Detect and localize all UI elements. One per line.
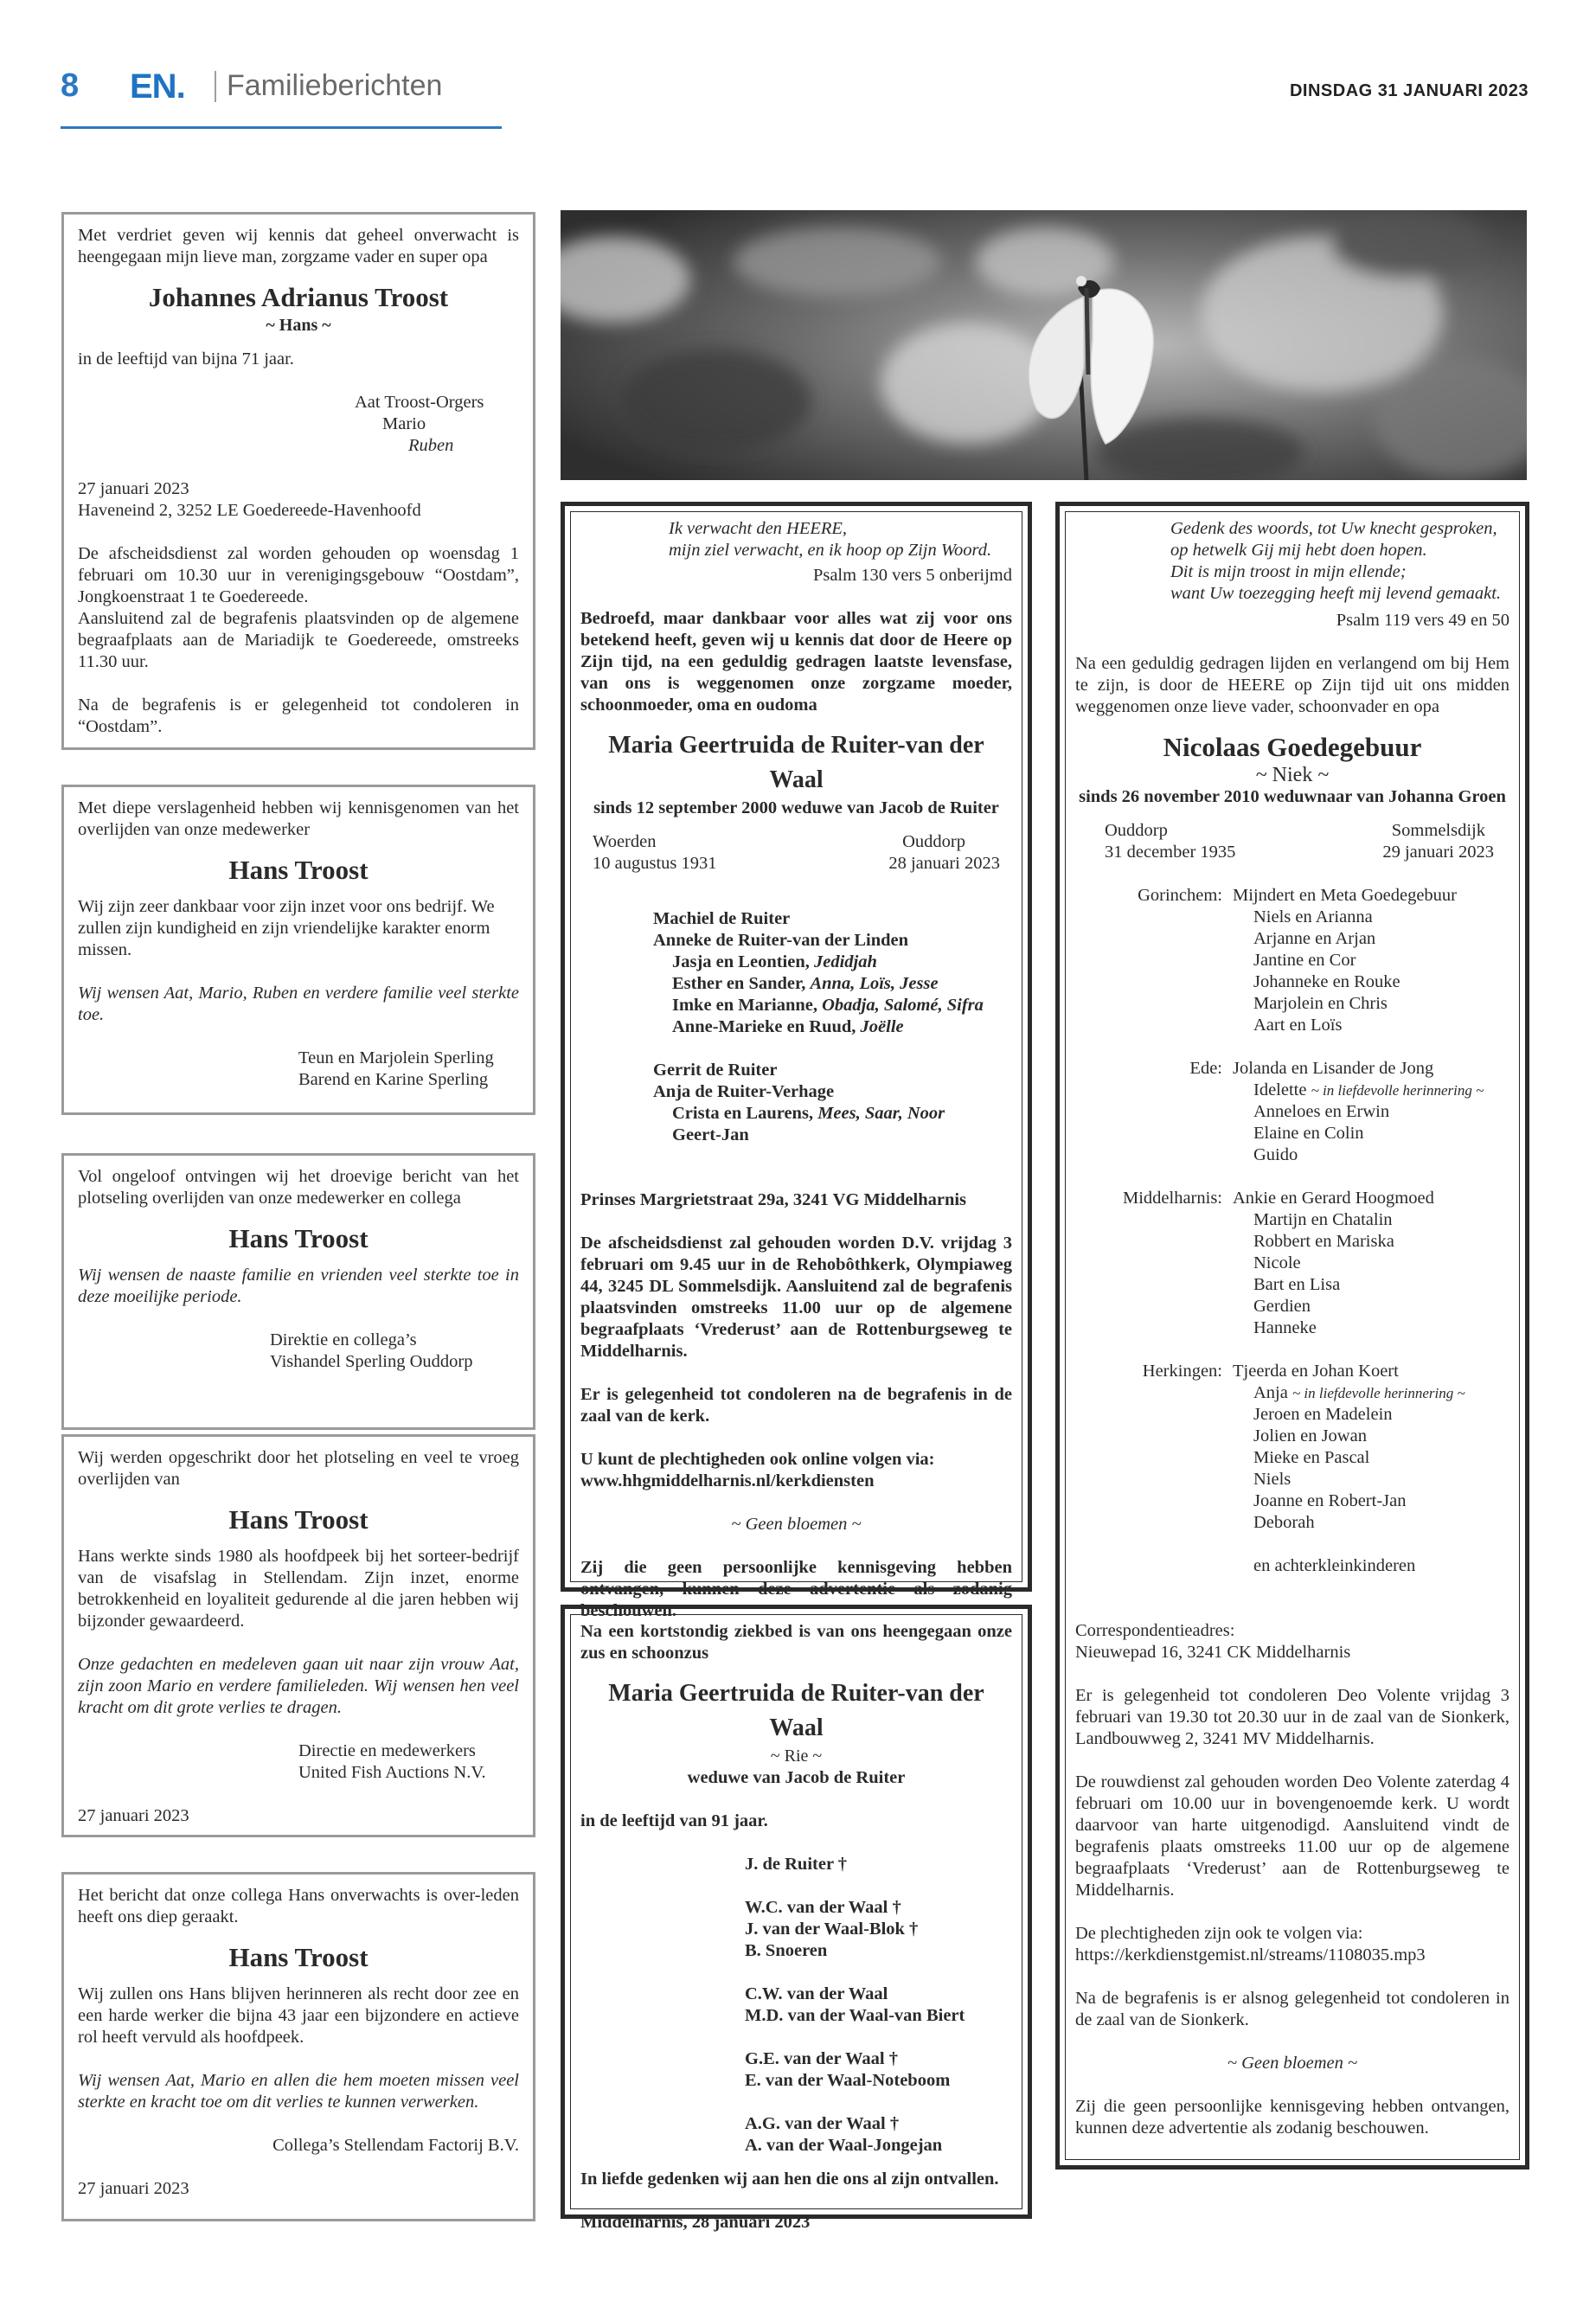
family-member: Idelette xyxy=(1253,1080,1307,1099)
address: Haveneind 2, 3252 LE Goedereede-Havenhoofd xyxy=(78,501,421,520)
correspondence-label: Correspondentieadres: xyxy=(1075,1621,1235,1640)
family-member: Jantine en Cor xyxy=(1253,951,1356,970)
verse-reference: Psalm 130 vers 5 onberijmd xyxy=(812,566,1012,585)
sibling: A. van der Waal-Jongejan xyxy=(745,2136,943,2155)
online-label: De plechtigheden zijn ook te volgen via: xyxy=(1075,1924,1363,1943)
age-line: in de leeftijd van bijna 71 jaar. xyxy=(78,349,294,369)
signature: Directie en medewerkers xyxy=(298,1741,476,1760)
family-member: Marjolein en Chris xyxy=(1253,994,1388,1013)
family-member: Elaine en Colin xyxy=(1253,1124,1364,1143)
family-member: Jasja en Leontien, xyxy=(672,952,814,971)
condolence-info: Er is gelegenheid tot condoleren Deo Volente vrijdag 3 februari van 19.30 tot 20.30 uur in de zaal van de Sionkerk, Landbouwweg 2, 3241 MV Middelharnis. xyxy=(1075,1686,1509,1748)
address: Prinses Margrietstraat 29a, 3241 VG Middelharnis xyxy=(580,1190,967,1209)
ad-text: Wij zullen ons Hans blijven herinneren als recht door zee en een harde werker die bijna 43 jaar een bijzondere en actieve rol heeft vervuld als hoofdpeek. xyxy=(78,1984,519,2047)
death-place: Ouddorp xyxy=(902,832,965,851)
family-member: Anja xyxy=(1253,1383,1288,1402)
butterfly-photo xyxy=(561,210,1527,480)
signature: Collega’s Stellendam Factorij B.V. xyxy=(272,2136,519,2155)
obituary-maria-de-ruiter-siblings xyxy=(561,1605,1032,2232)
burial-info: Aansluitend zal de begrafenis plaatsvinden op de algemene begraafplaats aan de Mariadijk te Goedereede, omstreeks 11.30 uur. xyxy=(78,609,519,671)
grandchildren: Obadja, Salomé, Sifra xyxy=(822,996,984,1015)
widower-line: sinds 26 november 2010 weduwnaar van Johanna Groen xyxy=(1079,787,1506,806)
service-info: De rouwdienst zal gehouden worden Deo Volente zaterdag 4 februari om 10.00 uur in bovengenoemde kerk. U wordt daarvoor van harte uitgenodigd. Aansluitend vindt de begrafenis plaats omstreeks 11.00 uur op de algemene begraafplaats ‘Vrederust’ aan de Rottenburgseweg te Middelharnis. xyxy=(1075,1772,1509,1900)
sibling: A.G. van der Waal † xyxy=(745,2114,900,2133)
verse-line: mijn ziel verwacht, en ik hoop op Zijn Woord. xyxy=(669,541,992,560)
condolence-info: Er is gelegenheid tot condoleren na de begrafenis in de zaal van de kerk. xyxy=(580,1385,1012,1426)
family-member: Jeroen en Madelein xyxy=(1253,1405,1393,1424)
grandchildren: Anna, Loïs, Jesse xyxy=(810,974,939,993)
header-divider xyxy=(215,71,216,102)
birth-place: Ouddorp xyxy=(1105,821,1168,840)
family-place: Ede: xyxy=(1189,1059,1222,1078)
deceased-name: Hans Troost xyxy=(228,1942,369,1972)
family-member: Guido xyxy=(1253,1145,1298,1164)
family-member: Jolanda en Lisander de Jong xyxy=(1233,1059,1434,1078)
family-member: Anneke de Ruiter-van der Linden xyxy=(653,931,908,950)
age-line: in de leeftijd van 91 jaar. xyxy=(580,1811,768,1830)
newspaper-logo[interactable]: EN. xyxy=(130,67,185,106)
inner-border xyxy=(570,511,1022,1582)
ad-text: Hans werkte sinds 1980 als hoofdpeek bij het sorteer-bedrijf van de visafslag in Stellendam. Zijn inzet, enorme betrokkenheid en loyaliteit gedurende al die jaren hebben wij bijzonder gewaardeerd. xyxy=(78,1547,519,1631)
signature: Teun en Marjolein Sperling xyxy=(298,1048,494,1067)
family-place: Middelharnis: xyxy=(1122,1189,1222,1208)
family-member: Johanneke en Rouke xyxy=(1253,972,1401,991)
family-member: Gerdien xyxy=(1253,1297,1311,1316)
grandchildren: Joëlle xyxy=(860,1017,904,1036)
ad-wish: Wij wensen Aat, Mario, Ruben en verdere familie veel sterkte toe. xyxy=(78,984,519,1024)
family-member: Jolien en Jowan xyxy=(1253,1426,1367,1445)
ad-intro: Het bericht dat onze collega Hans onverwachts is over-leden heeft ons diep geraakt. xyxy=(78,1886,519,1926)
ad-intro: Bedroefd, maar dankbaar voor alles wat zij voor ons betekend heeft, geven wij u kennis dat door de Heere op Zijn tijd, na een geduldig gedragen laatste levensfase, van ons is weggenomen onze zorgzame moeder, schoonmoeder, oma en oudoma xyxy=(580,609,1012,715)
ad-wish: Wij wensen de naaste familie en vrienden veel sterkte toe in deze moeilijke periode. xyxy=(78,1266,519,1306)
sibling: W.C. van der Waal † xyxy=(745,1898,901,1917)
inner-border xyxy=(570,1614,1022,2209)
verse-line: want Uw toezegging heeft mij levend gemaakt. xyxy=(1170,584,1502,603)
family-member: Esther en Sander, xyxy=(672,974,811,993)
deceased-name: Hans Troost xyxy=(228,1223,369,1253)
deceased-name: Maria Geertruida de Ruiter-van der Waal xyxy=(608,1680,984,1741)
ad-intro: Wij werden opgeschrikt door het plotseling en veel te vroeg overlijden van xyxy=(78,1448,519,1489)
nickname: ~ Rie ~ xyxy=(770,1747,823,1766)
family-member: Tjeerda en Johan Koert xyxy=(1233,1362,1399,1381)
family-member: Bart en Lisa xyxy=(1253,1275,1341,1294)
grandchildren: Jedidjah xyxy=(814,952,877,971)
sibling: E. van der Waal-Noteboom xyxy=(745,2071,951,2090)
ad-wish: Wij wensen Aat, Mario en allen die hem moeten missen veel sterkte en kracht toe om dit verlies te kunnen verwerken. xyxy=(78,2071,519,2112)
obituary-johannes-troost xyxy=(61,212,535,750)
signature: United Fish Auctions N.V. xyxy=(298,1763,486,1782)
obituary-hans-troost-vishandel xyxy=(61,1153,535,1430)
page-number: 8 xyxy=(61,67,80,104)
family-member: Mijndert en Meta Goedegebuur xyxy=(1233,886,1458,905)
ad-wish: Onze gedachten en medeleven gaan uit naar zijn vrouw Aat, zijn zoon Mario en verdere familieleden. Wij wensen hen veel kracht om dit grote verlies te dragen. xyxy=(78,1655,519,1717)
sibling: J. de Ruiter † xyxy=(745,1855,848,1874)
obituary-hans-troost-ufa xyxy=(61,1434,535,1837)
signature: Vishandel Sperling Ouddorp xyxy=(270,1352,473,1371)
verse-line: op hetwelk Gij mij hebt doen hopen. xyxy=(1170,541,1427,560)
inner-border xyxy=(1065,511,1520,2160)
signature: Barend en Karine Sperling xyxy=(298,1070,489,1089)
sibling: B. Snoeren xyxy=(745,1941,828,1960)
place-date: Middelharnis, 28 januari 2023 xyxy=(580,2213,811,2232)
death-place: Sommelsdijk xyxy=(1391,821,1485,840)
family-member: Mieke en Pascal xyxy=(1253,1448,1370,1467)
after-burial-info: Na de begrafenis is er alsnog gelegenheid tot condoleren in de zaal van de Sionkerk. xyxy=(1075,1989,1509,2029)
ad-date: 27 januari 2023 xyxy=(78,2179,189,2198)
deceased-name: Johannes Adrianus Troost xyxy=(148,282,449,312)
butterfly-image xyxy=(561,210,1527,480)
no-flowers: ~ Geen bloemen ~ xyxy=(1227,2054,1358,2073)
remembrance: In liefde gedenken wij aan hen die ons al zijn ontvallen. xyxy=(580,2170,999,2189)
family-place: Gorinchem: xyxy=(1138,886,1222,905)
ad-date: 27 januari 2023 xyxy=(78,479,189,498)
nickname: ~ Niek ~ xyxy=(1255,764,1330,786)
family-member: Aart en Loïs xyxy=(1253,1016,1343,1035)
family-member: Crista en Laurens, xyxy=(672,1104,818,1123)
verse-line: Ik verwacht den HEERE, xyxy=(669,519,848,538)
condolence-info: Na de begrafenis is er gelegenheid tot condoleren in “Oostdam”. xyxy=(78,695,519,736)
ad-intro: Na een kortstondig ziekbed is van ons heengegaan onze zus en schoonzus xyxy=(580,1622,1012,1663)
signature: Direktie en collega’s xyxy=(270,1330,417,1349)
family-member: Anne-Marieke en Ruud, xyxy=(672,1017,861,1036)
family-member: Gerrit de Ruiter xyxy=(653,1061,778,1080)
obituary-hans-troost-sperling xyxy=(61,785,535,1115)
deceased-name: Hans Troost xyxy=(228,855,369,885)
sibling: C.W. van der Waal xyxy=(745,1984,888,2003)
obituary-maria-de-ruiter xyxy=(561,502,1032,1620)
deceased-name: Maria Geertruida de Ruiter-van der Waal xyxy=(608,732,984,793)
in-memory: ~ in liefdevolle herinnering ~ xyxy=(1311,1082,1484,1099)
verse-reference: Psalm 119 vers 49 en 50 xyxy=(1336,611,1509,630)
sibling: M.D. van der Waal-van Biert xyxy=(745,2006,965,2025)
family-member: Machiel de Ruiter xyxy=(653,909,791,928)
notice: Zij die geen persoonlijke kennisgeving hebben ontvangen, kunnen deze advertentie als zodanig beschouwen. xyxy=(580,1558,1012,1620)
deceased-name: Hans Troost xyxy=(228,1504,369,1535)
widow-line: weduwe van Jacob de Ruiter xyxy=(687,1768,906,1787)
header-rule xyxy=(61,126,502,129)
ad-text: Wij zijn zeer dankbaar voor zijn inzet voor ons bedrijf. We zullen zijn kundigheid en zijn vriendelijke karakter enorm missen. xyxy=(78,897,495,959)
grandchildren: Mees, Saar, Noor xyxy=(817,1104,945,1123)
correspondence-address: Nieuwepad 16, 3241 CK Middelharnis xyxy=(1075,1643,1351,1662)
obituary-nicolaas-goedegebuur xyxy=(1055,502,1529,2170)
sibling: J. van der Waal-Blok † xyxy=(745,1920,919,1939)
verse-line: Gedenk des woords, tot Uw knecht gesproken, xyxy=(1170,519,1497,538)
birth-date: 31 december 1935 xyxy=(1105,843,1236,862)
in-memory: ~ in liefdevolle herinnering ~ xyxy=(1292,1385,1465,1401)
great-grandchildren: en achterkleinkinderen xyxy=(1253,1556,1416,1575)
ad-intro: Vol ongeloof ontvingen wij het droevige bericht van het plotseling overlijden van onze medewerker en collega xyxy=(78,1167,519,1208)
family-member: Geert-Jan xyxy=(672,1125,749,1144)
nickname: ~ Hans ~ xyxy=(266,316,331,335)
ad-intro: Met verdriet geven wij kennis dat geheel onverwacht is heengegaan mijn lieve man, zorgzame vader en super opa xyxy=(78,226,519,266)
family-member: Anneloes en Erwin xyxy=(1253,1102,1390,1121)
signature: Mario xyxy=(382,414,426,433)
section-title: Familieberichten xyxy=(227,69,443,102)
signature: Ruben xyxy=(408,436,454,455)
family-member: Niels xyxy=(1253,1470,1292,1489)
family-member: Nicole xyxy=(1253,1253,1301,1272)
death-date: 29 januari 2023 xyxy=(1382,843,1494,862)
service-info: De afscheidsdienst zal worden gehouden op woensdag 1 februari om 10.30 uur in verenigingsgebouw “Oostdam”, Jongkoenstraat 1 te Goedereede. xyxy=(78,544,519,606)
deceased-name: Nicolaas Goedegebuur xyxy=(1163,732,1422,762)
ad-intro: Na een geduldig gedragen lijden en verlangend om bij Hem te zijn, is door de HEERE op Zijn tijd uit ons midden weggenomen onze lieve vader, schoonvader en opa xyxy=(1075,654,1509,716)
family-member: Imke en Marianne, xyxy=(672,996,823,1015)
signature: Aat Troost-Orgers xyxy=(355,393,484,412)
family-member: Niels en Arianna xyxy=(1253,907,1373,926)
family-member: Robbert en Mariska xyxy=(1253,1232,1394,1251)
family-member: Joanne en Robert-Jan xyxy=(1253,1491,1407,1510)
ad-intro: Met diepe verslagenheid hebben wij kennisgenomen van het overlijden van onze medewerker xyxy=(78,798,519,839)
issue-date: DINSDAG 31 JANUARI 2023 xyxy=(1289,81,1529,100)
notice: Zij die geen persoonlijke kennisgeving hebben ontvangen, kunnen deze advertentie als zodanig beschouwen. xyxy=(1075,2097,1509,2138)
obituary-hans-troost-factorij xyxy=(61,1872,535,2221)
birth-place: Woerden xyxy=(593,832,657,851)
no-flowers: ~ Geen bloemen ~ xyxy=(731,1515,862,1534)
ad-date: 27 januari 2023 xyxy=(78,1806,189,1825)
verse-line: Dit is mijn troost in mijn ellende; xyxy=(1170,562,1407,581)
online-info[interactable]: U kunt de plechtigheden ook online volgen via: www.hhgmiddelharnis.nl/kerkdiensten xyxy=(580,1450,935,1490)
birth-date: 10 augustus 1931 xyxy=(593,854,717,873)
widow-line: sinds 12 september 2000 weduwe van Jacob de Ruiter xyxy=(593,798,999,817)
stream-link[interactable]: https://kerkdienstgemist.nl/streams/1108035.mp3 xyxy=(1075,1945,1426,1965)
family-member: Ankie en Gerard Hoogmoed xyxy=(1233,1189,1434,1208)
family-place: Herkingen: xyxy=(1142,1362,1222,1381)
family-member: Deborah xyxy=(1253,1513,1315,1532)
sibling: G.E. van der Waal † xyxy=(745,2049,898,2068)
family-member: Anja de Ruiter-Verhage xyxy=(653,1082,835,1101)
family-member: Hanneke xyxy=(1253,1318,1317,1337)
death-date: 28 januari 2023 xyxy=(888,854,1000,873)
service-info: De afscheidsdienst zal gehouden worden D.V. vrijdag 3 februari om 9.45 uur in de Rehobôthkerk, Olympiaweg 44, 3245 DL Sommelsdijk. Aansluitend zal de begrafenis plaatsvinden omstreeks 11.00 uur op de algemene begraafplaats ‘Vrederust’ aan de Rottenburgseweg te Middelharnis. xyxy=(580,1234,1012,1361)
family-member: Martijn en Chatalin xyxy=(1253,1210,1393,1229)
family-member: Arjanne en Arjan xyxy=(1253,929,1376,948)
